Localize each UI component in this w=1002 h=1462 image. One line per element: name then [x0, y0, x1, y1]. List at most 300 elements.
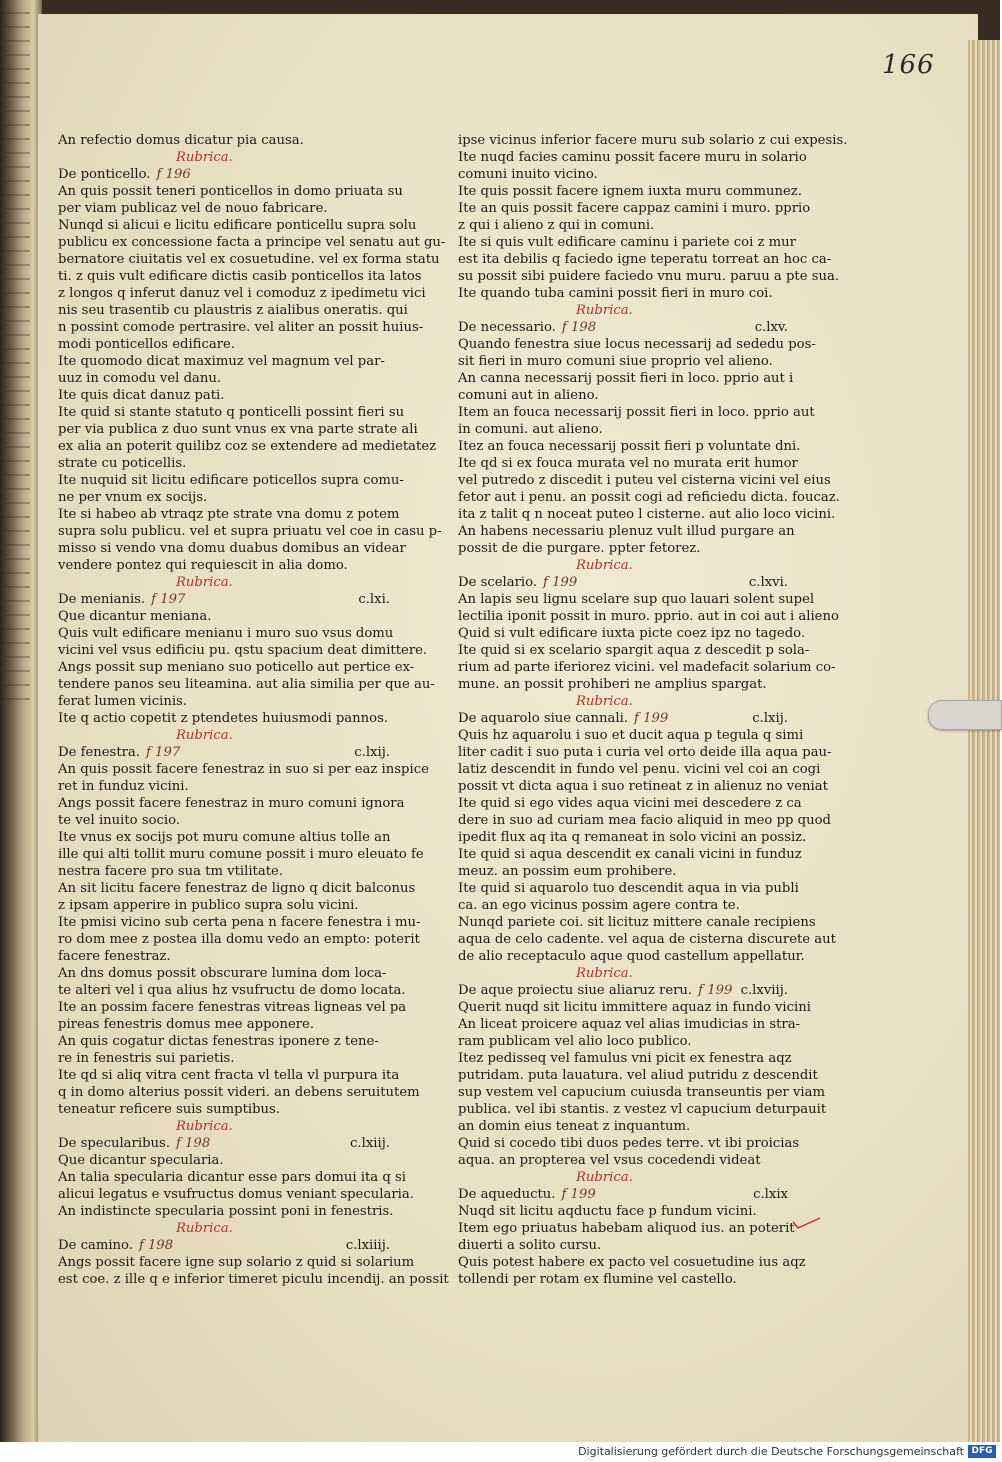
text-line [58, 455, 390, 472]
line-text: ne per vnum ex socijs. [58, 490, 208, 505]
text-line [458, 846, 802, 863]
text-line [58, 795, 405, 812]
text-line [458, 1050, 792, 1067]
text-line [458, 1033, 788, 1050]
line-text: De fenestra. [58, 745, 140, 760]
line-text: uuz in comodu vel danu. [58, 371, 222, 386]
text-line [58, 761, 429, 778]
text-line [58, 200, 390, 217]
line-text: n possint comode pertrasire. vel aliter an possit huius- [58, 320, 424, 335]
line-text: Nunqd si alicui e licitu edificare ponticellu supra solu [58, 218, 417, 233]
handwritten-folio-note: f 197 [145, 745, 181, 760]
line-text: Angs possit facere igne sup solario z quid si solarium [58, 1255, 415, 1270]
line-text: nis seu trasentib cu plaustris z aialibus oneratis. qui [58, 303, 408, 318]
text-line [58, 217, 417, 234]
text-line [58, 982, 406, 999]
rubric-heading [58, 149, 390, 166]
line-text: Nunqd pariete coi. sit licituz mittere canale recipiens [458, 915, 816, 930]
text-line [458, 1186, 788, 1203]
text-line [458, 982, 788, 999]
line-text: per via publica z duo sunt vnus ex vna parte strate ali [58, 422, 418, 437]
line-text: Ite quid si stante statuto q ponticelli possint fieri su [58, 405, 405, 420]
line-text: Quid si vult edificare iuxta picte coez ipz no tagedo. [458, 626, 806, 641]
text-line [58, 183, 403, 200]
line-text: An lapis seu lignu scelare sup quo lauari solent supel [458, 592, 815, 607]
text-line [58, 1101, 390, 1118]
text-line [58, 472, 404, 489]
text-line [58, 710, 390, 727]
text-line [458, 1118, 788, 1135]
chapter-number: c.lxiij. [350, 1136, 390, 1151]
line-text: ille qui alti tollit muru comune possit i muro eleuato fe [58, 847, 424, 862]
line-text: sup vestem vel capucium cuiusda transeuntis per viam [458, 1085, 825, 1100]
line-text: misso si vendo vna domu duabus domibus an videar [58, 541, 406, 556]
text-line [458, 285, 788, 302]
text-line [58, 829, 390, 846]
text-line [458, 200, 811, 217]
line-text: Que dicantur specularia. [58, 1153, 224, 1168]
line-text: Ite quis dicat danuz pati. [58, 388, 225, 403]
handwritten-folio-note: f 198 [175, 1136, 211, 1151]
text-line [458, 234, 796, 251]
text-line [58, 166, 390, 183]
line-text: An quis possit teneri ponticellos in domo priuata su [58, 184, 403, 199]
chapter-number: c.lxix [753, 1187, 788, 1202]
text-line [58, 370, 390, 387]
line-text: comuni aut in alieno. [458, 388, 599, 403]
text-line [458, 608, 839, 625]
text-line [458, 506, 836, 523]
line-text: modi ponticellos edificare. [58, 337, 236, 352]
text-line [58, 234, 446, 251]
text-line [58, 897, 390, 914]
text-line [458, 897, 788, 914]
text-line [458, 591, 815, 608]
line-text: Item ego priuatus habebam aliquod ius. an poterit [458, 1221, 795, 1236]
text-line [58, 846, 424, 863]
line-text: De aque proiectu siue aliaruz reru. [458, 983, 693, 998]
line-text: De camino. [58, 1238, 133, 1253]
text-line [58, 591, 390, 608]
text-line [458, 1203, 788, 1220]
line-text: publicu ex concessione facta a principe vel senatu aut gu- [58, 235, 446, 250]
text-line [458, 455, 798, 472]
line-text: latiz descendit in fundo vel penu. vicini vel coi an cogi [458, 762, 821, 777]
line-text: Ite quid si aqua descendit ex canali vicini in funduz [458, 847, 802, 862]
line-text: ca. an ego vicinus possim agere contra te. [458, 898, 740, 913]
page-stack-edge [968, 40, 1000, 1442]
text-line [458, 761, 821, 778]
line-text: Rubrica. [176, 575, 233, 590]
text-line [58, 625, 394, 642]
line-text: ro dom mee z postea illa domu vedo an empto: poterit [58, 932, 420, 947]
line-text: bernatore ciuitatis vel ex cosuetudine. vel ex forma statu [58, 252, 440, 267]
text-line [458, 319, 788, 336]
text-line [58, 1203, 394, 1220]
line-text: Ite nuqd facies caminu possit facere muru in solario [458, 150, 807, 165]
text-line [458, 999, 811, 1016]
text-line [458, 727, 804, 744]
line-text: An canna necessarij possit fieri in loco. pprio aut i [458, 371, 794, 386]
text-line [58, 1254, 415, 1271]
rubric-heading [458, 693, 788, 710]
folio-number: 166 [882, 50, 935, 80]
line-text: Rubrica. [176, 728, 233, 743]
text-line [58, 557, 390, 574]
text-line [58, 353, 390, 370]
text-line [58, 744, 390, 761]
text-line [458, 149, 807, 166]
text-line [58, 489, 390, 506]
line-text: tendere panos seu liteamina. aut alia similia per que au- [58, 677, 435, 692]
handwritten-folio-note: f 199 [698, 983, 733, 998]
text-line [458, 829, 807, 846]
text-line [458, 812, 831, 829]
text-line [458, 795, 802, 812]
text-line [58, 1271, 449, 1288]
rubric-heading [458, 302, 788, 319]
line-text: supra solu publicu. vel et supra priuatu vel coe in casu p- [58, 524, 442, 539]
text-line [458, 1254, 806, 1271]
line-text: Quis potest habere ex pacto vel cosuetudine ius aqz [458, 1255, 806, 1270]
line-text: comuni inuito vicino. [458, 167, 598, 182]
text-line [458, 336, 816, 353]
text-line [458, 948, 805, 965]
line-text: possit vt dicta aqua i suo retineat z in alienuz no veniat [458, 779, 828, 794]
text-line [458, 659, 836, 676]
line-text: de alio receptaculo aque quod castellum appellatur. [458, 949, 805, 964]
line-text: te vel inuito socio. [58, 813, 181, 828]
text-line [58, 523, 442, 540]
digitization-credit: Digitalisierung gefördert durch die Deutsche Forschungsgemeinschaft [578, 1445, 964, 1458]
line-text: Rubrica. [576, 694, 633, 709]
chapter-number: c.lxiiij. [345, 1238, 390, 1253]
text-line [458, 676, 788, 693]
text-line [458, 931, 836, 948]
text-line [458, 1220, 795, 1237]
text-line [58, 1186, 414, 1203]
chapter-number: c.lxv. [754, 320, 788, 335]
text-line [58, 1067, 400, 1084]
line-text: ram publicam vel alio loco publico. [458, 1034, 692, 1049]
text-line [458, 1067, 818, 1084]
text-line [458, 1271, 788, 1288]
text-line [458, 438, 801, 455]
line-text: Rubrica. [576, 966, 633, 981]
text-line [58, 1050, 390, 1067]
line-text: Rubrica. [176, 1221, 233, 1236]
text-line [58, 302, 408, 319]
line-text: Rubrica. [576, 303, 633, 318]
line-text: De aqueductu. [458, 1187, 556, 1202]
text-line [458, 914, 816, 931]
text-line [58, 268, 422, 285]
rubric-heading [58, 1220, 390, 1237]
text-line [58, 1033, 390, 1050]
handwritten-folio-note: f 199 [561, 1187, 596, 1202]
text-line [58, 1237, 390, 1254]
text-line [458, 353, 788, 370]
line-text: z qui i alieno z qui in comuni. [458, 218, 655, 233]
text-line [458, 863, 788, 880]
line-text: z ipsam apperire in publico supra solu vicini. [58, 898, 359, 913]
text-line [58, 438, 437, 455]
line-text: nestra facere pro sua tm vtilitate. [58, 864, 284, 879]
line-text: te alteri vel i qua alius hz vsufructu de domo locata. [58, 983, 406, 998]
line-text: An liceat proicere aquaz vel alias imudicias in stra- [458, 1017, 801, 1032]
text-line [58, 880, 416, 897]
text-line [458, 523, 795, 540]
line-text: Ite quid si ex scelario spargit aqua z descedit p sola- [458, 643, 810, 658]
line-text: est coe. z ille q e inferior timeret piculu incendij. an possit [58, 1272, 449, 1287]
line-text: Ite q actio copetit z ptendetes huiusmodi pannos. [58, 711, 389, 726]
text-line [458, 183, 802, 200]
text-line [458, 472, 831, 489]
bookmark-tab [928, 700, 1002, 730]
line-text: facere fenestraz. [58, 949, 171, 964]
line-text: sit fieri in muro comuni siue proprio vel alieno. [458, 354, 773, 369]
rubric-heading [458, 965, 788, 982]
text-line [458, 1101, 827, 1118]
text-line [58, 863, 390, 880]
chapter-number: c.lxij. [354, 745, 390, 760]
margin-tick-mark [792, 1216, 822, 1230]
text-line [58, 965, 390, 982]
line-text: De ponticello. [58, 167, 151, 182]
text-line [458, 132, 848, 149]
text-line [58, 1016, 390, 1033]
text-line [458, 1135, 800, 1152]
line-text: De specularibus. [58, 1136, 170, 1151]
line-text: ex alia an poterit quilibz coz se extendere ad medietatez [58, 439, 437, 454]
line-text: vendere pontez qui requiescit in alia domo. [58, 558, 348, 573]
rubric-heading [58, 574, 390, 591]
line-text: An sit licitu facere fenestraz de ligno q dicit balconus [58, 881, 416, 896]
text-line [58, 319, 424, 336]
text-line [458, 268, 840, 285]
line-text: Quis hz aquarolu i suo et ducit aqua p tegula q simi [458, 728, 804, 743]
text-line [458, 744, 832, 761]
line-text: Ite an quis possit facere cappaz camini i muro. pprio [458, 201, 811, 216]
text-line [458, 1237, 788, 1254]
line-text: Ite an possim facere fenestras vitreas ligneas vel pa [58, 1000, 407, 1015]
line-text: lectilia iponit possit in muro. pprio. aut in coi aut i alieno [458, 609, 839, 624]
text-line [458, 217, 788, 234]
line-text: Que dicantur meniana. [58, 609, 212, 624]
handwritten-folio-note: f 198 [561, 320, 597, 335]
text-line [58, 914, 421, 931]
chapter-number: c.lxij. [752, 711, 788, 726]
line-text: Ite quis possit facere ignem iuxta muru communez. [458, 184, 802, 199]
text-line [58, 404, 405, 421]
text-line [58, 506, 400, 523]
text-line [58, 1169, 406, 1186]
right-text-column [458, 132, 848, 1288]
left-page-edge [0, 0, 42, 1442]
line-text: An quis possit facere fenestraz in suo si per eaz inspice [58, 762, 429, 777]
text-line [58, 132, 390, 149]
line-text: rium ad parte iferiorez vicini. vel madefacit solarium co- [458, 660, 836, 675]
line-text: z longos q inferut danuz vel i comoduz z ipedimetu vici [58, 286, 426, 301]
text-line [58, 642, 428, 659]
line-text: ipedit flux aq ita q remaneat in solo vicini an possiz. [458, 830, 807, 845]
line-text: De necessario. [458, 320, 556, 335]
line-text: Rubrica. [176, 150, 233, 165]
line-text: aqua. an propterea vel vsus cocedendi videat [458, 1153, 761, 1168]
text-line [58, 676, 435, 693]
line-text: Nuqd sit licitu aqductu face p fundum vicini. [458, 1204, 757, 1219]
line-text: vicini vel vsus edificiu pu. qstu spacium deat dimittere. [58, 643, 428, 658]
line-text: Ite qd si aliq vitra cent fracta vl tella vl purpura ita [58, 1068, 400, 1083]
line-text: publica. vel ibi stantis. z vestez vl capucium deturpauit [458, 1102, 827, 1117]
line-text: De menianis. [58, 592, 146, 607]
line-text: putridam. puta lauatura. vel aliud putridu z descendit [458, 1068, 818, 1083]
text-line [58, 540, 406, 557]
line-text: Angs possit sup meniano suo poticello aut pertice ex- [58, 660, 415, 675]
text-line [458, 251, 832, 268]
line-text: ret in funduz vicini. [58, 779, 189, 794]
line-text: An talia specularia dicantur esse pars domui ita q si [58, 1170, 406, 1185]
line-text: vel putredo z discedit i puteu vel cisterna vicini vel eius [458, 473, 831, 488]
line-text: pireas fenestris domus mee apponere. [58, 1017, 315, 1032]
line-text: ipse vicinus inferior facere muru sub solario z cui expesis. [458, 133, 848, 148]
line-text: Ite si habeo ab vtraqz pte strate vna domu z potem [58, 507, 400, 522]
line-text: Itez an fouca necessarij possit fieri p voluntate dni. [458, 439, 801, 454]
rubric-heading [58, 1118, 390, 1135]
text-line [458, 880, 799, 897]
text-line [58, 1084, 420, 1101]
line-text: Angs possit facere fenestraz in muro comuni ignora [58, 796, 405, 811]
line-text: per viam publicaz vel de nouo fabricare. [58, 201, 328, 216]
rubric-heading [458, 1169, 788, 1186]
chapter-number: c.lxviij. [740, 983, 788, 998]
text-line [458, 166, 788, 183]
left-text-column [58, 132, 449, 1288]
left-page-text-shadow [0, 0, 30, 700]
line-text: An habens necessariu plenuz vult illud purgare an [458, 524, 795, 539]
line-text: an domin eius teneat z inquantum. [458, 1119, 691, 1134]
line-text: Ite qd si ex fouca murata vel no murata erit humor [458, 456, 798, 471]
text-line [458, 404, 815, 421]
line-text: ita z talit q n noceat puteo l cisterne. aut alio loco vicini. [458, 507, 836, 522]
handwritten-folio-note: f 197 [151, 592, 186, 607]
line-text: Querit nuqd sit licitu immittere aquaz in fundo vicini [458, 1000, 811, 1015]
text-line [58, 336, 390, 353]
text-line [458, 387, 788, 404]
line-text: dere in suo ad curiam mea facio aliquid in meo pp quod [458, 813, 831, 828]
handwritten-folio-note: f 199 [634, 711, 669, 726]
line-text: liter cadit i suo puta i curia vel orto deide illa aqua pau- [458, 745, 832, 760]
text-line [58, 778, 390, 795]
text-line [58, 999, 407, 1016]
text-line [458, 574, 788, 591]
line-text: De scelario. [458, 575, 538, 590]
line-text: Quid si cocedo tibi duos pedes terre. vt ibi proicias [458, 1136, 800, 1151]
text-line [58, 812, 390, 829]
line-text: Ite quando tuba camini possit fieri in muro coi. [458, 286, 773, 301]
text-line [58, 931, 420, 948]
line-text: Quando fenestra siue locus necessarij ad sededu pos- [458, 337, 816, 352]
text-line [458, 421, 788, 438]
text-line [458, 1152, 788, 1169]
line-text: fetor aut i penu. an possit cogi ad reficiedu dicta. foucaz. [458, 490, 840, 505]
text-line [58, 659, 415, 676]
line-text: Ite quomodo dicat maximuz vel magnum vel par- [58, 354, 385, 369]
dfg-logo: DFG [968, 1445, 996, 1458]
line-text: Rubrica. [576, 1170, 633, 1185]
line-text: Itez pedisseq vel famulus vni picit ex fenestra aqz [458, 1051, 792, 1066]
text-line [58, 948, 390, 965]
line-text: An refectio domus dicatur pia causa. [58, 133, 304, 148]
handwritten-folio-note: f 198 [138, 1238, 174, 1253]
line-text: strate cu poticellis. [58, 456, 187, 471]
text-line [458, 489, 840, 506]
line-text: ferat lumen vicinis. [58, 694, 187, 709]
handwritten-folio-note: f 196 [156, 167, 191, 182]
line-text: meuz. an possim eum prohibere. [458, 864, 677, 879]
line-text: aqua de celo cadente. vel aqua de cisterna discurete aut [458, 932, 836, 947]
line-text: tollendi per rotam ex flumine vel castello. [458, 1272, 737, 1287]
text-line [458, 540, 788, 557]
line-text: Ite quid si aquarolo tuo descendit aqua in via publi [458, 881, 799, 896]
line-text: ti. z quis vult edificare dictis casib ponticellos ita latos [58, 269, 422, 284]
chapter-number: c.lxvi. [748, 575, 788, 590]
line-text: mune. an possit prohiberi ne amplius spargat. [458, 677, 767, 692]
line-text: est ita debilis q faciedo igne teperatu torreat an hoc ca- [458, 252, 832, 267]
handwritten-folio-note: f 199 [543, 575, 578, 590]
text-line [58, 1152, 390, 1169]
line-text: q in domo alterius possit videri. an debens seruitutem [58, 1085, 420, 1100]
text-line [58, 251, 440, 268]
text-line [458, 1084, 825, 1101]
footer-bar [0, 1442, 1000, 1462]
text-line [458, 1016, 801, 1033]
line-text: Ite quid si ego vides aqua vicini mei descedere z ca [458, 796, 802, 811]
line-text: Ite vnus ex socijs pot muru comune altius tolle an [58, 830, 391, 845]
line-text: teneatur reficere suis sumptibus. [58, 1102, 281, 1117]
line-text: An quis cogatur dictas fenestras iponere z tene- [58, 1034, 379, 1049]
text-line [58, 387, 390, 404]
text-line [58, 285, 426, 302]
line-text: Rubrica. [576, 558, 633, 573]
line-text: alicui legatus e vsufructus domus veniant specularia. [58, 1187, 414, 1202]
rubric-heading [458, 557, 788, 574]
line-text: Quis vult edificare menianu i muro suo vsus domu [58, 626, 394, 641]
text-line [458, 642, 810, 659]
line-text: Rubrica. [176, 1119, 233, 1134]
line-text: Ite pmisi vicino sub certa pena n facere fenestra i mu- [58, 915, 421, 930]
line-text: An dns domus possit obscurare lumina dom loca- [58, 966, 387, 981]
text-line [458, 625, 806, 642]
text-line [58, 421, 418, 438]
rubric-heading [58, 727, 390, 744]
line-text: Ite si quis vult edificare caminu i pariete coi z mur [458, 235, 796, 250]
chapter-number: c.lxi. [358, 592, 390, 607]
text-line [58, 608, 390, 625]
line-text: in comuni. aut alieno. [458, 422, 603, 437]
text-line [458, 370, 794, 387]
text-line [458, 778, 828, 795]
text-line [58, 693, 390, 710]
line-text: Ite nuquid sit licitu edificare poticellos supra comu- [58, 473, 404, 488]
line-text: diuerti a solito cursu. [458, 1238, 602, 1253]
line-text: possit de die purgare. ppter fetorez. [458, 541, 701, 556]
text-line [458, 710, 788, 727]
text-line [58, 1135, 390, 1152]
line-text: De aquarolo siue cannali. [458, 711, 629, 726]
line-text: Item an fouca necessarij possit fieri in loco. pprio aut [458, 405, 815, 420]
line-text: re in fenestris sui parietis. [58, 1051, 235, 1066]
